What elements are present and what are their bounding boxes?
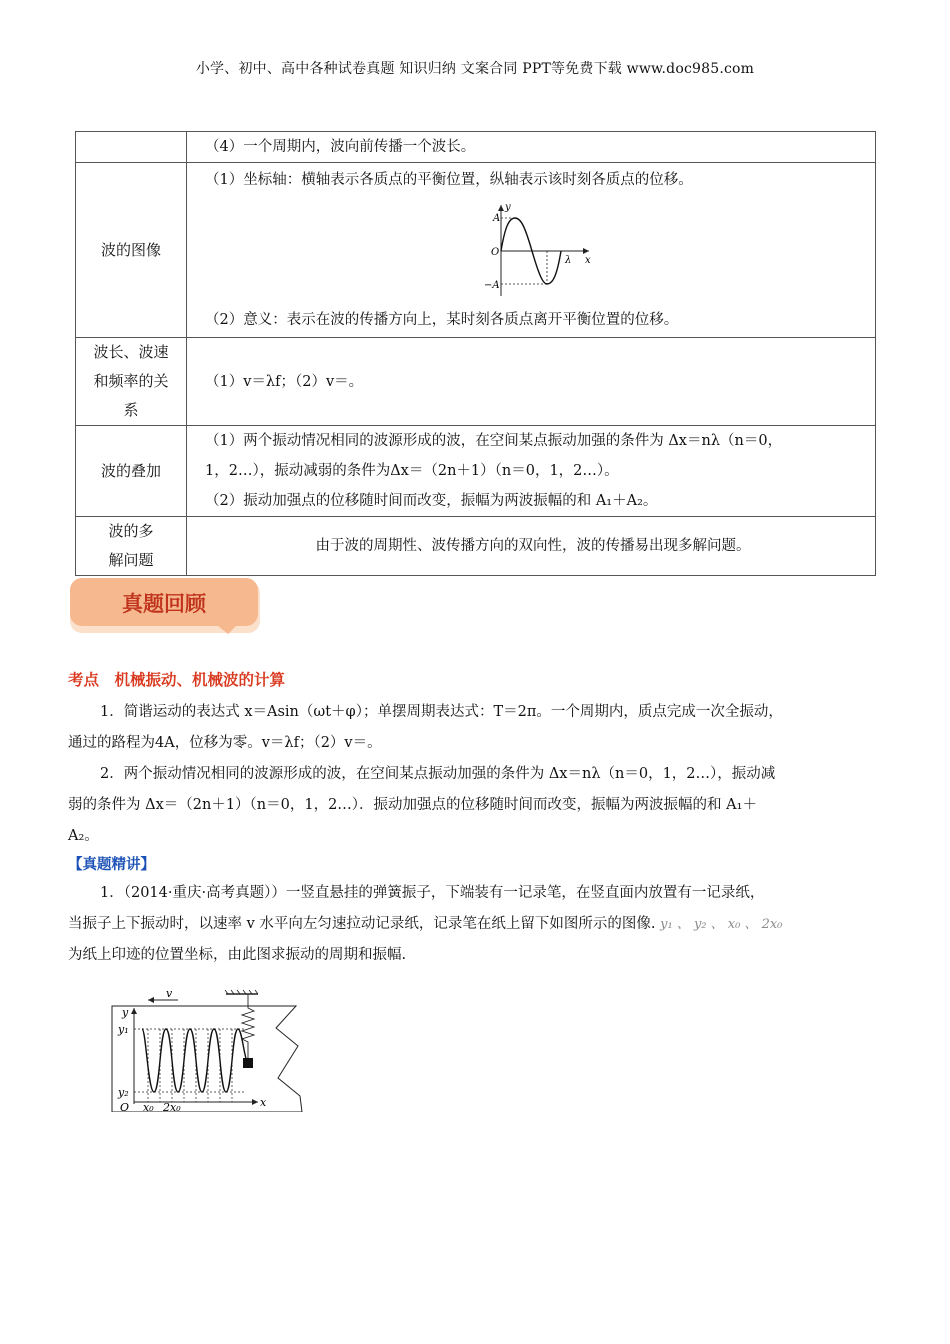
row-content: （1）v＝λf；（2）v＝。 — [187, 338, 876, 426]
coordinate-symbols: y₁ 、 y₂ 、 x₀ 、 2x₀ — [660, 917, 783, 932]
label-A: A — [493, 213, 501, 224]
label-y: y — [505, 202, 511, 213]
label-O: O — [120, 1101, 130, 1112]
row-content: 由于波的周期性、波传播方向的双向性，波的传播易出现多解问题。 — [187, 517, 876, 576]
section-title: 考点 机械振动、机械波的计算 — [68, 671, 286, 689]
page-header: 小学、初中、高中各种试卷真题 知识归纳 文案合同 PPT等免费下载 www.doc985.com — [195, 61, 755, 77]
problem-text — [68, 878, 880, 971]
text-line: A₂。 — [68, 828, 99, 844]
wave-meaning-text: （2）意义：表示在波的传播方向上，某时刻各质点离开平衡位置的位移。 — [205, 312, 679, 328]
row-label — [76, 517, 187, 576]
content-line: （1）两个振动情况相同的波源形成的波，在空间某点振动加强的条件为 Δx＝nλ（n＝0， — [205, 433, 783, 449]
row-content — [187, 426, 876, 517]
label-line: 波长、波速 — [93, 343, 169, 361]
row-label: 波的叠加 — [76, 426, 187, 517]
section-banner — [68, 578, 262, 634]
row-content — [187, 163, 876, 338]
label-v: v — [166, 988, 173, 1000]
label-2x0: 2x₀ — [163, 1101, 181, 1112]
point-1 — [68, 697, 880, 759]
table-row — [76, 338, 876, 426]
row-label — [76, 338, 187, 426]
text-line: 当振子上下振动时，以速率 v 水平向左匀速拉动记录纸，记录笔在纸上留下如图所示的图像. — [68, 916, 656, 932]
content-line: （2）振动加强点的位移随时间而改变，振幅为两波振幅的和 A₁＋A₂。 — [205, 493, 658, 509]
table-row — [76, 163, 876, 338]
table-row — [76, 426, 876, 517]
knowledge-table — [75, 131, 876, 576]
spring-recorder-figure — [108, 988, 308, 1112]
row-label — [76, 132, 187, 163]
label-lambda: λ — [565, 255, 572, 266]
row-label: 波的图像 — [76, 163, 187, 338]
point-2 — [68, 759, 880, 852]
table-row — [76, 517, 876, 576]
label-line: 和频率的关 — [93, 372, 169, 390]
label-line: 解问题 — [108, 551, 154, 569]
label-x: x — [260, 1096, 267, 1109]
text-line: 1．简谐运动的表达式 x＝Asin（ωt＋φ）；单摆周期表达式：T＝2π。一个周期内，质点完成一次全振动， — [100, 704, 783, 720]
table-row — [76, 132, 876, 163]
wave-axis-text: （1）坐标轴：横轴表示各质点的平衡位置，纵轴表示该时刻各质点的位移。 — [205, 172, 693, 188]
content-line: 1，2…），振动减弱的条件为Δx＝（2n＋1）（n＝0，1，2…）。 — [205, 463, 619, 479]
row-content: （4）一个周期内，波向前传播一个波长。 — [187, 132, 876, 163]
label-y2: y₂ — [118, 1086, 129, 1099]
worked-example-tag: 【真题精讲】 — [68, 857, 155, 873]
text-line: 通过的路程为4A，位移为零。v＝λf；（2）v＝。 — [68, 735, 382, 751]
text-line: 1．（2014·重庆·高考真题））一竖直悬挂的弹簧振子，下端装有一记录笔，在竖直面内放置有一记录纸， — [100, 885, 765, 901]
text-line: 为纸上印迹的位置坐标，由此图求振动的周期和振幅. — [68, 947, 407, 963]
label-x: x — [585, 255, 591, 266]
wave-graph-figure — [481, 201, 601, 301]
label-x0: x₀ — [143, 1101, 154, 1112]
label-negA: −A — [484, 280, 500, 291]
label-y: y — [122, 1006, 129, 1019]
banner-text: 真题回顾 — [122, 592, 206, 616]
label-line: 系 — [123, 401, 139, 419]
text-line: 弱的条件为 Δx＝（2n＋1）（n＝0，1，2…）．振动加强点的位移随时间而改变，振幅为两波振幅的和 A₁＋ — [68, 797, 757, 813]
label-y1: y₁ — [118, 1023, 129, 1036]
text-line: 2．两个振动情况相同的波源形成的波，在空间某点振动加强的条件为 Δx＝nλ（n＝0，1，2…），振动减 — [100, 766, 776, 782]
label-O: O — [491, 247, 500, 258]
label-line: 波的多 — [108, 522, 154, 540]
